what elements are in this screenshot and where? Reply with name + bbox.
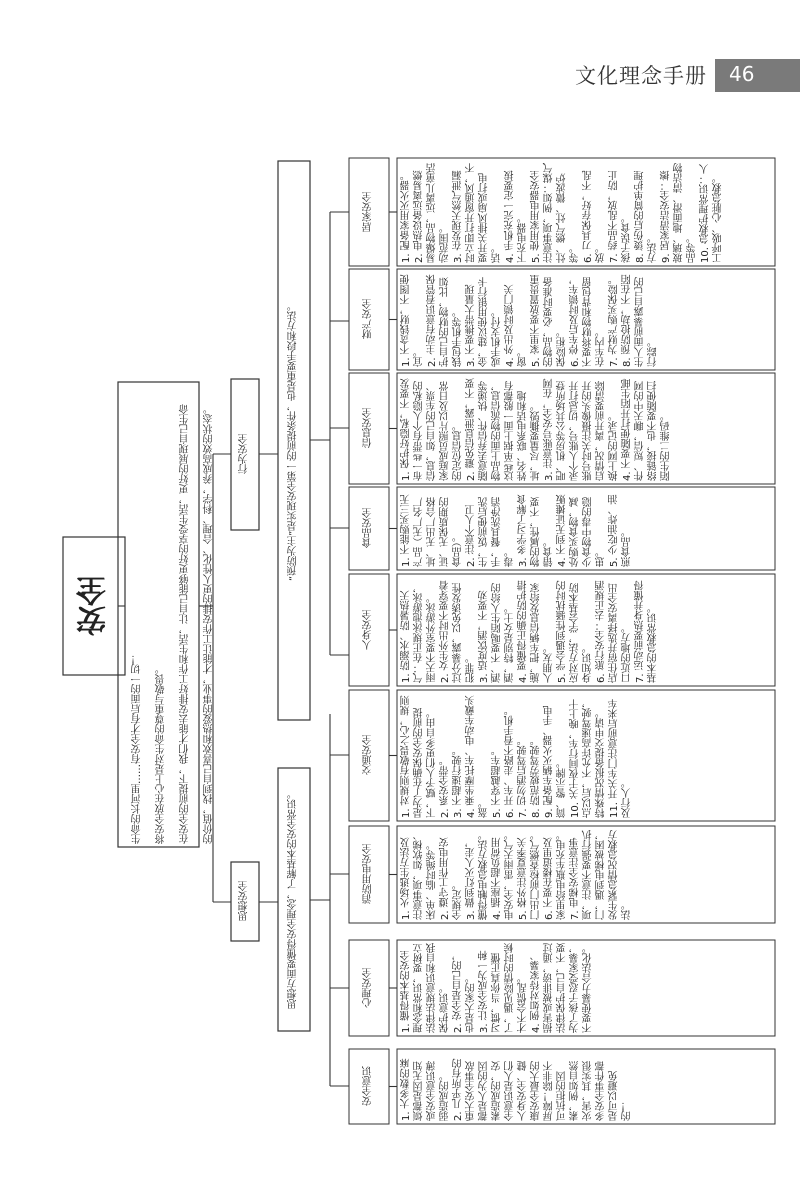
behavior-title: 行为安全 — [239, 434, 250, 475]
category-title: 消防用电安全 — [363, 844, 374, 905]
category-title: 安全意识 — [363, 1066, 374, 1107]
thought-desc: 思想方面要懂得安全理念，了解基本的安全常识。 — [288, 789, 299, 1010]
category-content: 1. 防溺水、防暑热天气：在正规泳池游泳，雨天不要室外游泳。 2. 女生外出时不要穿着过分暴露，以免诱发性犯罪。 3. 适度饮酒，不要劝酒、不要喝陌生人给的酒，特别是女士。 4. 要懂得正确的防护措施，把车辆信息发给家人朋友。 5. 学会遇到性骚扰时的应对方法，学会基本防身知识。 6. 旅行安全：去正规酒店住宿并选择离安全出口近的地方。 7. 运动前要热身并懂得基本的急救常识。 — [401, 580, 659, 683]
category-title: 交通安全 — [363, 735, 374, 776]
category-content: 1. 火场逃生方法及注意事项，如软梯、床单、临时绳等。 2. 遵守工作用电安全规定。 3. 做到灯灭人走，懂得触电急救方法。 4. 插座不超负荷用电安全，雷雨天气。 5. 格外注意夏季关门出门前检查燃气。 6. 不要在楼道里及家里给电瓶车充电。 7. 电梯安全注意事项，注意不要强行扒门，遇到电梯被困，发生紧急情况急救方法。 — [401, 830, 633, 920]
intro-line: 在安全的前提下，我们才能去安排好工作和生活，让自己能够更好的享受生活，更好的展现自己生命 — [180, 404, 191, 844]
category-content: 1. 懂得基本的安全理念和常识，要树立法律法规意识和自我保护意识。 2. 安全是自己的，也是大家的。 3. 让安全成为一种习惯，当你真正懂了，遇见险情的时候才不会慌乱。 4. 例如对待家暴、损害或被诽谤，通过法律保护自己，不要为了孩子忍受家暴，不要使暴力合法化。 — [401, 943, 594, 1033]
handbook-title: 文化理念手册 — [575, 64, 707, 88]
category-title: 财产安全 — [363, 299, 374, 340]
category-title: 居家安全 — [363, 192, 374, 232]
intro-line: 的价值，找到自己喜欢和热爱的事业，才能让工作安排的更人性化、合理、科学，养成高效的状态。 — [204, 404, 215, 844]
page-number: 46 — [729, 62, 755, 86]
root-title: 安全 — [77, 576, 112, 636]
category-title: 心理安全 — [363, 968, 374, 1008]
behavior-desc: “预防为主”是实现安全第一的前提条件，也是重要手段和方法。 — [288, 300, 299, 581]
category-content: 1. 不能购买三无产品（无厂名厂址、无出厂合格证、无保质期的食品）。 2. 注意个人卫生，饭前便后洗手，餐具洗净消毒。 3. 多学习了解食物的属性，不要错食。 4. 不到无证摊贩处购买食物，减少食物中毒的隐患。 5. 少吃油炸、油煎食品。 — [401, 494, 633, 567]
category-title: 食品安全 — [363, 508, 374, 549]
category-content: 1. 不贪钱财，不图便宜。 2. 主动有意识看管保护自己的财物，比如钱包手机等。 3. 不要携带大量现金，建议使用银行卡或手机支付。 4. 外出及时锁门关窗。 5. 家里不要放置贵重的物品，必要时准备保险柜。 6. 停车后及时锁车，不要将财物和背包留在车内。 7. 为财产购买保险。 8. 预防抢劫，不在陌生人面前暴露自己的行踪。 — [401, 274, 659, 367]
intro-text — [120, 385, 215, 844]
category-content: 1. 对规则有敬畏之心，规则是为了在确保安全的前提下，赋予人们更多自由。 2. 系安全带。 3. 不超速行驶。 4. 乘坐摩托车、电动车戴头盔。 5. 不穿越超车。 6. 开车、走路不看手机。 7. 切勿酒后驾驶。 8. 防范疲劳驾驶。 9. 配备车辆灭火器、手电筒、警示牌。 10. 关于夜间行车，晚上十点以后，不允许高速驾驶，特殊情况报备提交申请。 11. 开关车门注意前后来车及行人。 — [401, 695, 633, 818]
category-content: 1. 大多数的麻烦都是因无知或安全意识薄弱造成的。 2. 几乎所有的重大安全事故都是人为的因素造成的，安全意识是人们人身安全、健康安全最大的屏障！除非不可抗拒的因素，例如自然灾害，其实很多安全事件都是可以避免的！ — [401, 1058, 633, 1121]
category-title: 人身安全 — [363, 610, 374, 650]
category-title: 信息安全 — [363, 408, 374, 449]
category-content: 1. 配备家用灭火器。 2. 电热设备远离易燃易爆物品，远离儿童活动范围。 3. 在发现天然气泄漏时立即打开窗通风，不要开关排风扇或打电话。 4. 手机充完一定要拔下充电器。 5. 使用家用电器安全注意事项，例如：煤气灶、燃气灶、微波炉等。 6. 刀具保存好，不乱放。 7. 药品不乱放，防止孩子误食。 8. 烫伤后的简单护理方法。 9. 居家清洁安全：擦玻璃、地面滑、清洁物品等。 10. 急救护理常识：人工呼吸、心脏急救。 — [401, 163, 724, 263]
intro-line: 将安全放在心上是对生命的尊重与敬畏。 — [156, 664, 167, 844]
category-content: 1. 保护好隐私，不要发布一些带有个人隐私的信息，如自己的车票、家庭成员照片以及日常的定位信息。 2. 避免信息泄露，不要随意丢弃信件、快递等物品上面的物流信息，这些单据上面一般都有姓名、联系电话和地址，尽量要撕毁。 3. 注意账号安全，在网吧、机房等公共场所登录个人账号，切忌打开账号时关注摄像头的开启情况，离开前要清除换上网的记录。 4. 不要随便打开陌生邮件、短信，聊天中的网络链接，也不要随便扫陌生的二维码。 — [401, 378, 672, 481]
intro-line: 生命的长河里……有安全才有后面的一切！ — [132, 654, 143, 844]
thought-title: 思想安全 — [239, 881, 250, 922]
